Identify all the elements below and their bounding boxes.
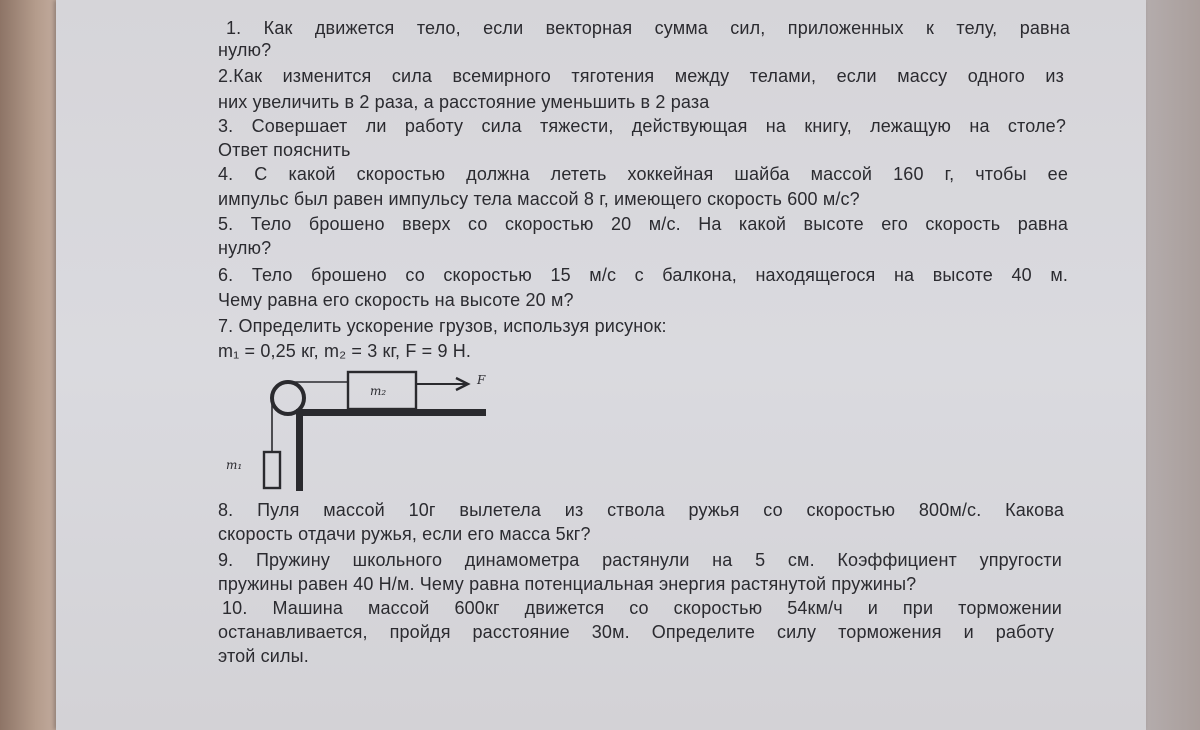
force-label: F bbox=[477, 373, 486, 387]
problem-7-line-1: 7. Определить ускорение грузов, используя рисунок: bbox=[218, 316, 667, 336]
problem-4-line-2: импульс был равен импульсу тела массой 8 г, имеющего скорость 600 м/с? bbox=[218, 189, 860, 209]
problem-5-line-1: 5. Тело брошено вверх со скоростью 20 м/с. На какой высоте его скорость равна bbox=[218, 214, 1068, 234]
problem-10-line-2: останавливается, пройдя расстояние 30м. Определите силу торможения и работу bbox=[218, 622, 1054, 642]
block-m2-label: m₂ bbox=[370, 384, 387, 398]
problem-7-given-values: m₁ = 0,25 кг, m₂ = 3 кг, F = 9 Н. bbox=[218, 341, 472, 361]
problem-9-line-2: пружины равен 40 Н/м. Чему равна потенциальная энергия растянутой пружины? bbox=[218, 574, 917, 594]
problem-4-line-1: 4. С какой скоростью должна лететь хоккейная шайба массой 160 г, чтобы ее bbox=[218, 164, 1068, 184]
hanging-mass-m1-label: m₁ bbox=[226, 458, 243, 472]
problem-1-line-2: нулю? bbox=[218, 40, 272, 60]
pulley-wheel bbox=[272, 382, 304, 414]
table-leg bbox=[296, 409, 303, 491]
problem-3-line-1: 3. Совершает ли работу сила тяжести, действующая на книгу, лежащую на столе? bbox=[218, 116, 1066, 136]
problem-5-line-2: нулю? bbox=[218, 238, 272, 258]
problem-2-line-2: них увеличить в 2 раза, а расстояние уменьшить в 2 раза bbox=[218, 92, 710, 112]
hanging-mass-m1 bbox=[264, 452, 280, 488]
problem-8-line-1: 8. Пуля массой 10г вылетела из ствола ружья со скоростью 800м/с. Какова bbox=[218, 500, 1064, 520]
problem-10-line-3: этой силы. bbox=[218, 646, 309, 666]
problem-6-line-1: 6. Тело брошено со скоростью 15 м/с с балкона, находящегося на высоте 40 м. bbox=[218, 265, 1068, 285]
problem-3-line-2: Ответ пояснить bbox=[218, 140, 351, 160]
problem-10-line-1: 10. Машина массой 600кг движется со скоростью 54км/ч и при торможении bbox=[222, 598, 1062, 618]
problem-1-line-1: 1. Как движется тело, если векторная сумма сил, приложенных к телу, равна bbox=[226, 18, 1070, 38]
problem-6-line-2: Чему равна его скорость на высоте 20 м? bbox=[218, 290, 574, 310]
problem-8-line-2: скорость отдачи ружья, если его масса 5кг? bbox=[218, 524, 591, 544]
pulley-diagram bbox=[220, 368, 510, 496]
problem-2-line-1: 2.Как изменится сила всемирного тяготения между телами, если массу одного из bbox=[218, 66, 1064, 86]
problem-9-line-1: 9. Пружину школьного динамометра растянули на 5 см. Коэффициент упругости bbox=[218, 550, 1062, 570]
table-surface-left bbox=[0, 0, 60, 730]
